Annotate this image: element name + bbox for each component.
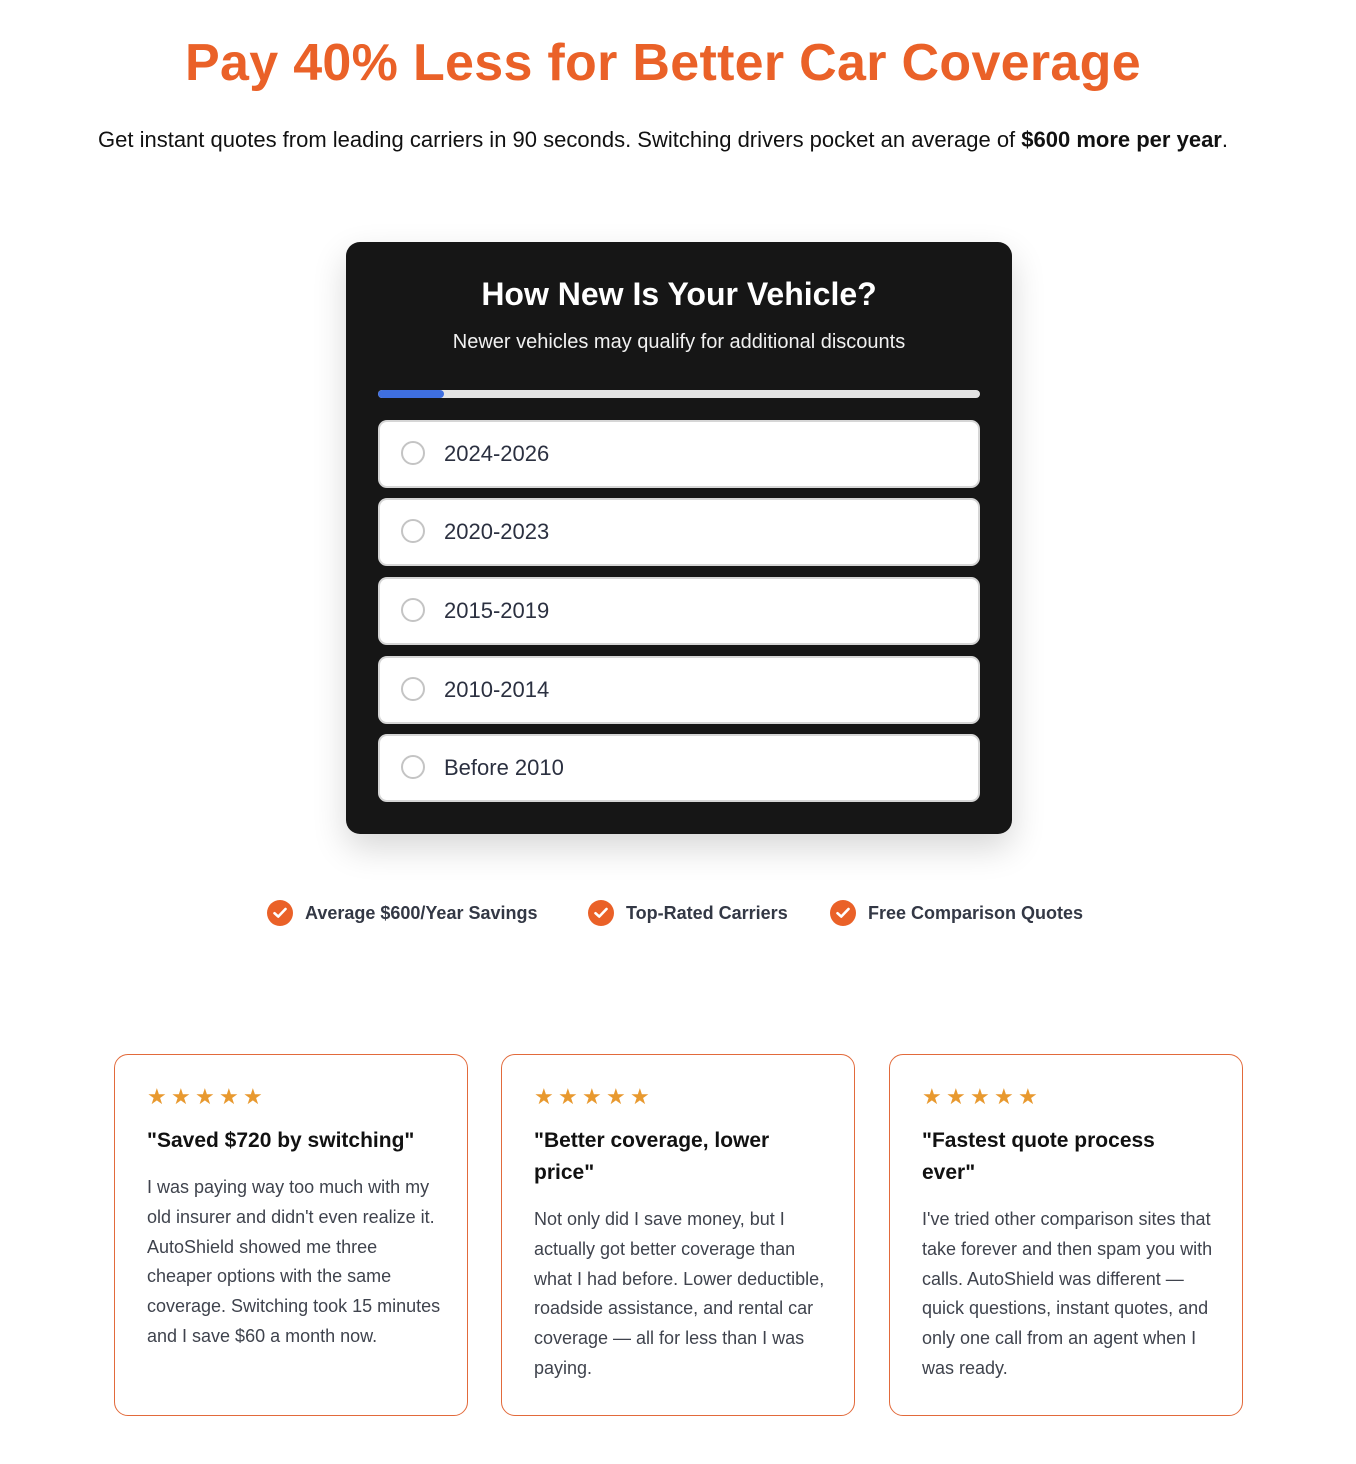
option-2010-2014[interactable] [378, 656, 980, 724]
star-icon: ★ [970, 1084, 990, 1109]
star-icon: ★ [994, 1084, 1014, 1109]
badge-label: Average $600/Year Savings [305, 903, 538, 923]
star-icon: ★ [147, 1084, 167, 1109]
radio-circle-icon[interactable] [401, 441, 425, 465]
star-icon: ★ [922, 1084, 942, 1109]
option-2015-2019[interactable] [378, 577, 980, 645]
option-label: Before 2010 [444, 755, 564, 780]
review-card [114, 1054, 468, 1416]
check-icon [830, 900, 856, 926]
star-icon: ★ [558, 1084, 578, 1109]
radio-circle-icon[interactable] [401, 755, 425, 779]
star-icon: ★ [219, 1084, 239, 1109]
review-title: "Better coverage, lower price" [534, 1129, 770, 1184]
radio-circle-icon[interactable] [401, 519, 425, 543]
page-title: Pay 40% Less for Better Car Coverage [185, 34, 1141, 92]
star-icon: ★ [582, 1084, 602, 1109]
hero-subtitle [80, 122, 1246, 158]
option-label: 2020-2023 [444, 519, 550, 544]
star-icon: ★ [606, 1084, 626, 1109]
hero-subtitle-end: . [1221, 127, 1228, 152]
progress-bar [378, 390, 980, 398]
star-icon: ★ [534, 1084, 554, 1109]
review-title: "Saved $720 by switching" [147, 1129, 415, 1152]
quiz-question: How New Is Your Vehicle? [481, 276, 877, 312]
trust-badges [0, 898, 1356, 928]
option-label: 2010-2014 [444, 677, 550, 702]
hero-subtitle-text: Get instant quotes from leading carriers in 90 seconds. Switching drivers pocket an average of [98, 127, 1022, 152]
review-title: "Fastest quote process ever" [922, 1129, 1155, 1184]
check-icon [267, 900, 293, 926]
review-card [889, 1054, 1243, 1416]
badge-label: Top-Rated Carriers [626, 903, 788, 923]
check-icon [588, 900, 614, 926]
radio-circle-icon[interactable] [401, 677, 425, 701]
option-label: 2015-2019 [444, 598, 550, 623]
option-before-2010[interactable] [378, 734, 980, 802]
review-text: I've tried other comparison sites that take forever and then spam you with calls. AutoShield was different — quick questions, instant quotes, and only one call from an agent when I was ready. [922, 1209, 1213, 1378]
progress-bar-fill [378, 390, 444, 398]
option-label: 2024-2026 [444, 441, 550, 466]
review-text: I was paying way too much with my old insurer and didn't even realize it. AutoShield showed me three cheaper options with the same coverage. Switching took 15 minutes and I save $60 a month now. [147, 1177, 441, 1346]
star-icon: ★ [630, 1084, 650, 1109]
star-icon: ★ [195, 1084, 215, 1109]
hero-subtitle-highlight: $600 more per year [1021, 127, 1222, 152]
quiz-card [346, 242, 1012, 834]
review-text: Not only did I save money, but I actually got better coverage than what I had before. Lower deductible, roadside assistance, and rental car coverage — all for less than I was paying. [534, 1209, 825, 1378]
star-icon: ★ [243, 1084, 263, 1109]
option-2024-2026[interactable] [378, 420, 980, 488]
quiz-hint: Newer vehicles may qualify for additional discounts [452, 331, 906, 353]
radio-circle-icon[interactable] [401, 598, 425, 622]
star-icon: ★ [1018, 1084, 1038, 1109]
review-card [501, 1054, 855, 1416]
star-icon: ★ [946, 1084, 966, 1109]
star-icon: ★ [171, 1084, 191, 1109]
badge-label: Free Comparison Quotes [868, 903, 1084, 923]
option-2020-2023[interactable] [378, 498, 980, 566]
